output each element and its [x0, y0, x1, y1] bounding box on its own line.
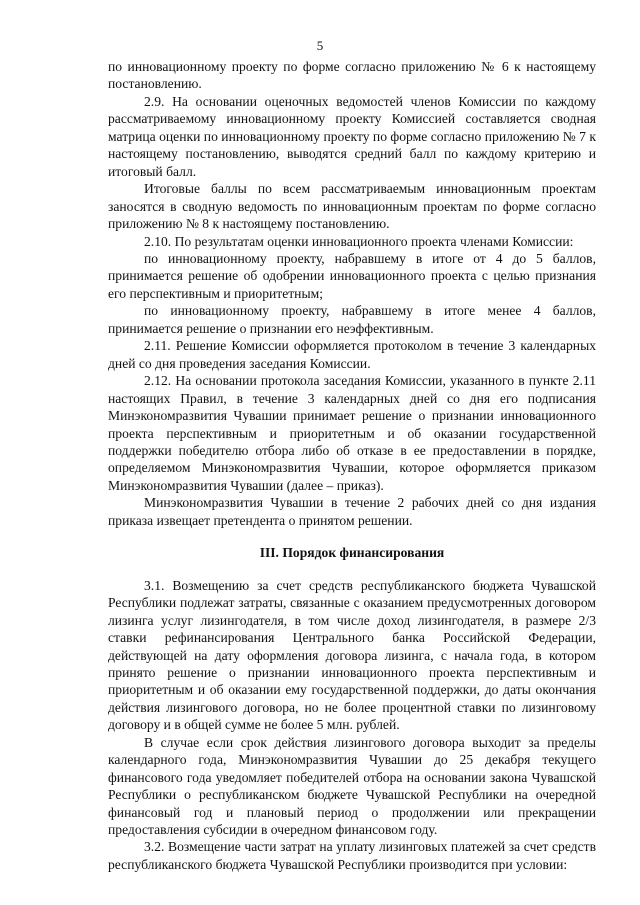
- page-number: 5: [316, 38, 324, 53]
- paragraph-2-9: 2.9. На основании оценочных ведомостей членов Комиссии по каждому рассматриваемому инновационному проекту Комиссией составляется сводная матрица оценки по инновационному проекту по форме согласно приложению № 7 к настоящему постановлению, выводятся средний балл по каждому критерию и итоговый балл.: [108, 93, 596, 179]
- paragraph-final-scores: Итоговые баллы по всем рассматриваемым инновационным проектам заносятся в сводную ведомость по инновационным проектам по форме согласно приложению № 8 к настоящему постановлению.: [108, 181, 596, 232]
- paragraph-rejection-criteria: по инновационному проекту, набравшему в итоге менее 4 баллов, принимается решение о признании его неэффективным.: [108, 303, 596, 336]
- paragraph-notification: Минэкономразвития Чувашии в течение 2 рабочих дней со дня издания приказа извещает претендента о принятом решении.: [108, 495, 596, 528]
- document-body: [108, 58, 596, 873]
- paragraph-3-2: 3.2. Возмещение части затрат на уплату лизинговых платежей за счет средств республиканского бюджета Чувашской Республики производится при условии:: [108, 839, 596, 872]
- paragraph-contract-term: В случае если срок действия лизингового договора выходит за пределы календарного года, Минэкономразвития Чувашии до 25 декабря текущего финансового года уведомляет победителей отбора на основании закона Чувашской Республики о республиканском бюджете Чувашской Республики на очередной финансовый год и плановый период о продолжении или прекращении предоставления субсидии в очередном финансовом году.: [108, 734, 596, 838]
- paragraph-2-12: 2.12. На основании протокола заседания Комиссии, указанного в пункте 2.11 настоящих Правил, в течение 3 календарных дней со дня его подписания Минэкономразвития Чувашии принимает решение о признании инновационного проекта перспективным и приоритетным и об оказании государственной поддержки победителю отбора либо об отказе в ее предоставлении в порядке, определяемом Минэкономразвития Чувашии, которое оформляется приказом Минэкономразвития Чувашии (далее – приказ).: [108, 373, 596, 493]
- paragraph-2-10: 2.10. По результатам оценки инновационного проекта членами Комиссии:: [144, 233, 574, 249]
- paragraph-approval-criteria: по инновационному проекту, набравшему в итоге от 4 до 5 баллов, принимается решение об одобрении инновационного проекта с целью признания его перспективным и приоритетным;: [108, 250, 596, 301]
- paragraph-2-11: 2.11. Решение Комиссии оформляется протоколом в течение 3 календарных дней со дня проведения заседания Комиссии.: [108, 338, 596, 371]
- paragraph-3-1: 3.1. Возмещению за счет средств республиканского бюджета Чувашской Республики подлежат затраты, связанные с оказанием предусмотренных договором лизинга услуг лизингодателя, в том числе доход лизингодателя, в размере 2/3 ставки рефинансирования Центрального банка Российской Федерации, действующей на дату оформления договора лизинга, с начала года, в котором принято решение о признании инновационного проекта перспективным и приоритетным и об оказании ему государственной поддержки, до даты окончания действия лизингового договора, но не более процентной ставки по лизинговому договору и в общей сумме не более 5 млн. рублей.: [108, 577, 596, 733]
- section-heading: III. Порядок финансирования: [259, 545, 445, 561]
- paragraph-continuation: по инновационному проекту по форме согласно приложению № 6 к настоящему постановлению.: [108, 59, 596, 92]
